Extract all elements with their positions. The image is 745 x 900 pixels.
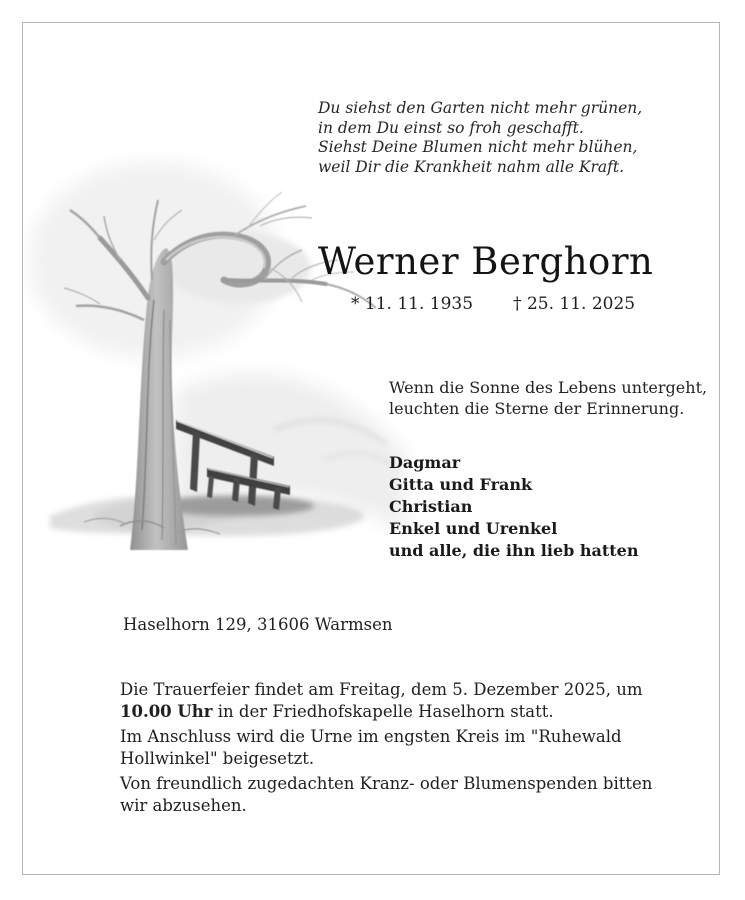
mourner: Christian	[389, 497, 473, 516]
burial-paragraph: Im Anschluss wird die Urne im engsten Kreis im "Ruhewald Hollwinkel" beigesetzt.	[120, 726, 622, 768]
service-time: 10.00 Uhr	[120, 701, 213, 721]
service-text-post: in der Friedhofskapelle Haselhorn statt.	[212, 701, 554, 721]
poem-line: weil Dir die Krankheit nahm alle Kraft.	[318, 157, 625, 176]
epigraph	[389, 377, 707, 419]
poem-line: in dem Du einst so froh geschafft.	[318, 118, 584, 137]
donations-paragraph: Von freundlich zugedachten Kranz- oder Blumenspenden bitten wir abzusehen.	[120, 773, 653, 815]
deceased-name: Werner Berghorn	[318, 240, 654, 283]
service-text-pre: Die Trauerfeier findet am Freitag, dem 5. Dezember 2025, um	[120, 679, 643, 699]
life-dates	[351, 294, 635, 314]
poem-line: Siehst Deine Blumen nicht mehr blühen,	[318, 138, 638, 156]
mourner: Gitta und Frank	[389, 475, 533, 494]
epigraph-line: Wenn die Sonne des Lebens untergeht,	[389, 378, 708, 397]
mourner: Enkel und Urenkel	[389, 519, 558, 538]
mourners-list	[389, 452, 638, 562]
birth-date: * 11. 11. 1935	[351, 294, 474, 314]
opening-poem	[318, 99, 642, 177]
poem-line: Du siehst den Garten nicht mehr grünen,	[318, 99, 643, 117]
funeral-service-paragraph	[120, 679, 678, 723]
death-date: † 25. 11. 2025	[513, 294, 636, 314]
family-address: Haselhorn 129, 31606 Warmsen	[123, 615, 393, 634]
tree-bench-illustration	[24, 130, 424, 585]
mourner: und alle, die ihn lieb hatten	[389, 541, 639, 560]
epigraph-line: leuchten die Sterne der Erinnerung.	[389, 399, 685, 418]
mourner: Dagmar	[389, 453, 461, 472]
